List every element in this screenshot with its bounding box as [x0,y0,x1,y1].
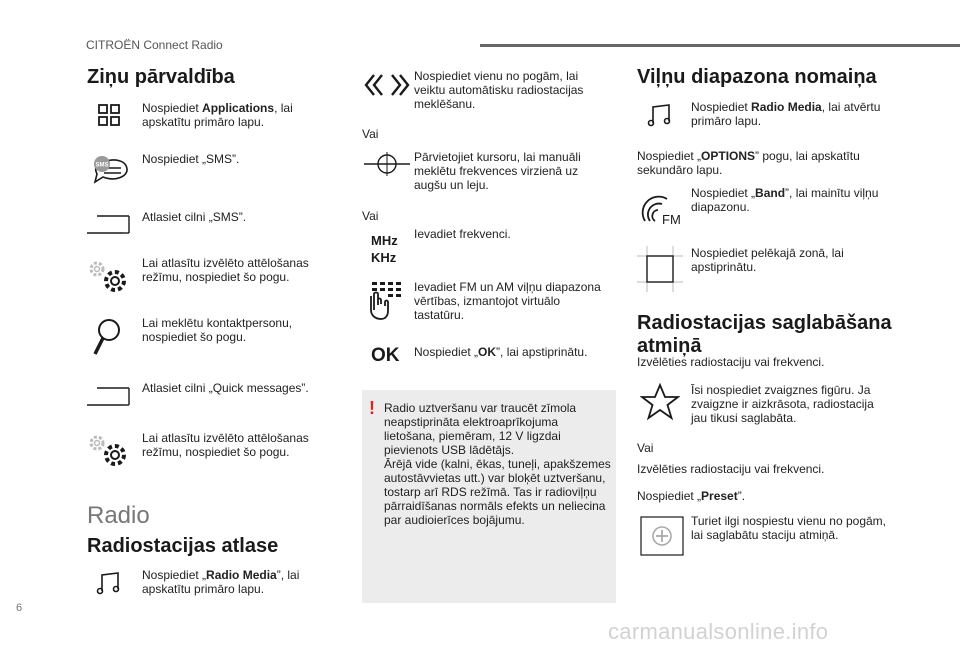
grey-zone-icon [637,246,683,292]
step-press-sms: Nospiediet „SMS”. [142,152,240,166]
applications-grid-icon [98,104,120,126]
section-title-radio: Radio [87,502,150,529]
heading-message-management: Ziņu pārvaldība [87,66,235,88]
seek-chevrons-icon [364,73,410,97]
settings-gear-icon [88,260,130,294]
fm-radio-wave-icon [641,191,681,227]
heading-station-memory: Radiostacijas saglabāšana atmiņā [637,312,892,357]
step-grey-zone: Nospiediet pelēkajā zonā, lai apstiprinātu. [691,246,844,274]
tab-icon [87,213,131,235]
step-manual-search: Pārvietojiet kursoru, lai manuāli meklētu frekvences virzienā uz augšu un leju. [414,150,581,192]
or-label: Vai [362,127,379,141]
step-virtual-keyboard: Ievadiet FM un AM viļņu diapazona vērtības, izmantojot virtuālo tastatūru. [414,280,601,322]
para-press-preset: Nospiediet „Preset”. [637,489,746,503]
warning-box [362,390,616,603]
watermark: carmanualsonline.info [608,619,829,644]
page-number: 6 [16,602,23,614]
preset-add-icon [640,516,684,556]
step-search-contact: Lai meklētu kontaktpersonu, nospiediet šo pogu. [142,316,293,344]
para-options: Nospiediet „OPTIONS” pogu, lai apskatītu sekundāro lapu. [637,149,860,177]
music-note-icon [647,103,673,129]
keypad-touch-icon [368,280,402,320]
or-label: Vai [362,209,379,223]
warning-text: Radio uztveršanu var traucēt zīmola neapstiprināta elektroaprīkojuma lietošana, piemēram, 12 V ligzdai pievienots USB lādētājs. Ārējā vide (kalni, ēkas, tuneļi, apakšzemes autostāvvietas utt.) var bloķēt uztveršanu, tostarp arī RDS režīmā. Tas ir radioviļņu pārraidīšanas normāls efekts un neliecina par audioierīces bojājumu. [384,401,611,527]
settings-gear-icon [88,434,130,468]
or-label: Vai [637,441,654,455]
fm-icon-label: FM [662,212,681,227]
sms-bubble-icon [90,154,130,186]
music-note-icon [96,571,122,597]
step-applications: Nospiediet Applications, lai apskatītu primāro lapu. [142,101,293,129]
para-choose-station-2: Izvēlēties radiostaciju vai frekvenci. [637,462,825,476]
step-press-band: Nospiediet „Band”, lai mainītu viļņu diapazonu. [691,186,879,214]
search-magnifier-icon [92,318,122,358]
heading-band-change: Viļņu diapazona nomaiņa [637,66,877,88]
step-select-sms-tab: Atlasiet cilni „SMS”. [142,210,247,224]
heading-station-selection: Radiostacijas atlase [87,535,279,557]
ok-button-icon: OK [371,345,400,366]
step-radio-media-col1: Nospiediet „Radio Media”, lai apskatītu primāro lapu. [142,568,300,596]
sms-icon-label: SMS [95,162,109,169]
header-rule [480,44,960,47]
step-long-press-preset: Turiet ilgi nospiestu vienu no pogām, lai saglabātu staciju atmiņā. [691,514,886,542]
para-choose-station-1: Izvēlēties radiostaciju vai frekvenci. [637,355,825,369]
running-header: CITROËN Connect Radio [86,38,223,52]
step-display-mode-1: Lai atlasītu izvēlēto attēlošanas režīmu, nospiediet šo pogu. [142,256,309,284]
mhz-khz-icon: MHz KHz [371,233,398,265]
warning-exclamation-icon: ! [369,398,375,418]
step-radio-media-col3: Nospiediet Radio Media, lai atvērtu primāro lapu. [691,100,881,128]
star-outline-icon [640,383,680,421]
tab-icon [87,385,131,407]
step-auto-search: Nospiediet vienu no pogām, lai veiktu automātisku radiostacijas meklēšanu. [414,69,584,111]
step-select-quick-messages-tab: Atlasiet cilni „Quick messages”. [142,381,309,395]
slider-cursor-icon [364,152,410,176]
step-display-mode-2: Lai atlasītu izvēlēto attēlošanas režīmu, nospiediet šo pogu. [142,431,309,459]
step-enter-frequency: Ievadiet frekvenci. [414,227,511,241]
step-press-ok: Nospiediet „OK”, lai apstiprinātu. [414,345,588,359]
step-star-save: Īsi nospiediet zvaigznes figūru. Ja zvaigzne ir aizkrāsota, radiostacija jau tikusi saglabāta. [691,383,874,425]
